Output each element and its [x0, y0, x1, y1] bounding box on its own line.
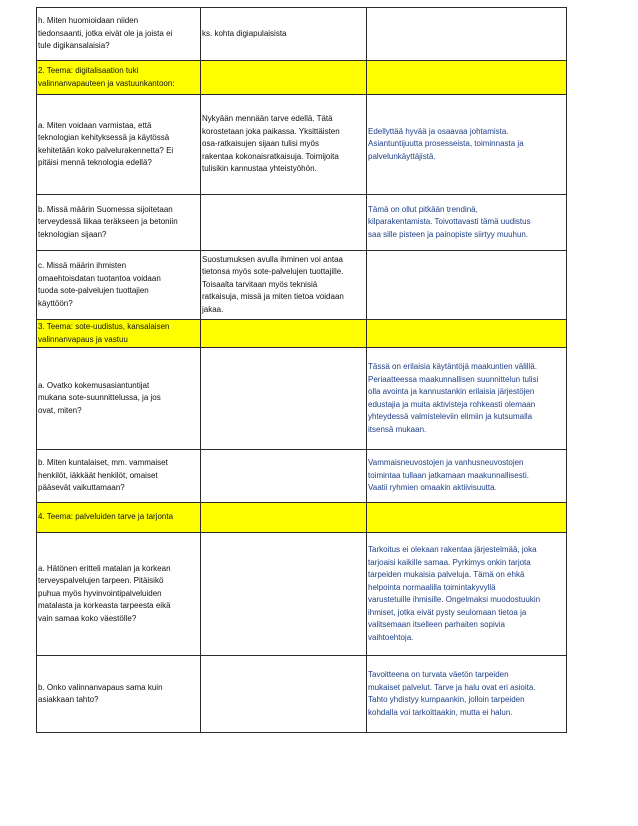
- section-empty-cell: [201, 503, 367, 533]
- answer-cell: [367, 251, 567, 320]
- answer-cell: [201, 656, 367, 733]
- section-empty-cell: [201, 320, 367, 348]
- question-cell: [37, 8, 201, 61]
- question-text: a. Ovatko kokemusasiantuntijat mukana sote-suunnittelussa, ja jos ovat, miten?: [38, 380, 161, 415]
- answer-text: Tässä on erilaisia käytäntöjä maakuntien välillä. Periaatteessa maakunnallisen suunnittelun tulisi olla avointa ja kannustankin erilaisia järjestöjen edustajia ja muita aktivisteja rohkeasti olemaan yhteydessä valmisteleviin elimiin ja kutsumalla itsensä mukaan.: [368, 362, 539, 434]
- answer-cell: [201, 348, 367, 450]
- question-cell: [37, 195, 201, 251]
- section-empty-cell: [201, 61, 367, 95]
- answer-cell: [367, 450, 567, 503]
- table-row: [37, 8, 567, 61]
- table-row: [37, 195, 567, 251]
- answer-cell: [367, 533, 567, 656]
- table-row: [37, 533, 567, 656]
- table-row: [37, 251, 567, 320]
- answer-cell: [201, 195, 367, 251]
- section-empty-cell: [367, 503, 567, 533]
- answer-cell: [367, 656, 567, 733]
- section-row: [37, 320, 567, 348]
- question-cell: [37, 348, 201, 450]
- question-cell: [37, 95, 201, 195]
- table-row: [37, 656, 567, 733]
- answer-cell: [201, 8, 367, 61]
- answer-cell: [367, 348, 567, 450]
- section-title-cell: [37, 503, 201, 533]
- section-row: [37, 61, 567, 95]
- question-cell: [37, 450, 201, 503]
- table-row: [37, 450, 567, 503]
- answer-cell: [201, 533, 367, 656]
- theme-table: [36, 7, 567, 733]
- answer-text: Tavoitteena on turvata väetön tarpeiden mukaiset palvelut. Tarve ja halu ovat eri asioita. Tahto yhdistyy kumpaankin, jolloin tarpeiden kohdalla voi tarkoittaakin, mutta ei halun.: [368, 670, 536, 717]
- section-title: 3. Teema: sote-uudistus, kansalaisen valinnanvapaus ja vastuu: [38, 322, 170, 344]
- answer-text: Vammaisneuvostojen ja vanhusneuvostojen toimintaa tullaan jatkamaan maakunnallisesti. Vaatii ryhmien omaakin aktiivisuutta.: [368, 458, 529, 493]
- answer-text: Edellyttää hyvää ja osaavaa johtamista. Asiantuntijuutta prosesseista, toiminnasta ja palvelunkäyttäjistä.: [368, 126, 524, 161]
- question-text: a. Miten voidaan varmistaa, että teknologian kehityksessä ja käytössä kehitetään koko palvelurakennetta? Ei pitäisi mennä teknologia edellä?: [38, 120, 174, 167]
- question-text: h. Miten huomioidaan niiden tiedonsaanti, jotka eivät ole ja joista ei tule digikansalaisia?: [38, 16, 173, 51]
- question-cell: [37, 533, 201, 656]
- table-row: [37, 348, 567, 450]
- section-empty-cell: [367, 320, 567, 348]
- section-title: 4. Teema: palveluiden tarve ja tarjonta: [38, 512, 174, 522]
- question-cell: [37, 251, 201, 320]
- section-empty-cell: [367, 61, 567, 95]
- question-text: a. Hätönen eritteli matalan ja korkean terveyspalvelujen tarpeen. Pitäisikö puhua myös hyvinvointipalveluiden matalasta ja korkeasta tarpeesta eikä vain samaa koko väestölle?: [38, 563, 171, 623]
- answer-text: Nykyään mennään tarve edellä. Tätä korostetaan joka paikassa. Yksittäisten osa-ratkaisujen sijaan tulisi myös rakentaa kokonaisratkaisuja. Toimijoita tulisikin kannustaa yhteistyöhön.: [202, 114, 340, 174]
- answer-cell: [367, 195, 567, 251]
- question-text: b. Missä määrin Suomessa sijoitetaan terveydessä liikaa teräkseen ja betoniin teknologian sijaan?: [38, 204, 178, 239]
- answer-text: ks. kohta digiapulaisista: [202, 28, 287, 38]
- section-row: [37, 503, 567, 533]
- answer-cell: [367, 8, 567, 61]
- question-text: b. Miten kuntalaiset, mm. vammaiset henkilöt, iäkkäät henkilöt, omaiset pääsevät vaikuttamaan?: [38, 458, 168, 493]
- answer-cell: [201, 251, 367, 320]
- answer-text: Suostumuksen avulla ihminen voi antaa tietonsa myös sote-palvelujen tuottajille. Toisaalta tarvitaan myös teknisiä ratkaisuja, missä ja miten tietoa voidaan jakaa.: [202, 254, 344, 314]
- answer-cell: [367, 95, 567, 195]
- answer-text: Tarkoitus ei olekaan rakentaa järjestelmää, joka tarjoaisi kaikille samaa. Pyrkimys onkin tarjota tarpeiden mukaisia palveluja. Tämä on ehkä helpointa normaalilla toimintakyvyllä varustetuille ihmisille. Ongelmaksi muodostuukin ihmiset, jotka eivät pysty seulomaan tietoa ja valitsemaan itselleen parhaiten sopivia vaihtoehtoja.: [368, 545, 541, 642]
- question-text: b. Onko valinnanvapaus sama kuin asiakkaan tahto?: [38, 682, 163, 704]
- question-text: c. Missä määrin ihmisten omaehtoisdatan tuotantoa voidaan tuoda sote-palvelujen tuottajien käyttöön?: [38, 261, 161, 308]
- question-cell: [37, 656, 201, 733]
- answer-text: Tämä on ollut pitkään trendinä, kilparakentamista. Toivottavasti tämä uudistus saa sille pisteen ja painopiste siirtyy muuhun.: [368, 204, 531, 239]
- table-row: [37, 95, 567, 195]
- section-title-cell: [37, 320, 201, 348]
- section-title-cell: [37, 61, 201, 95]
- section-title: 2. Teema: digitalisaation tuki valinnanvapauteen ja vastuunkantoon:: [38, 66, 175, 88]
- answer-cell: [201, 450, 367, 503]
- answer-cell: [201, 95, 367, 195]
